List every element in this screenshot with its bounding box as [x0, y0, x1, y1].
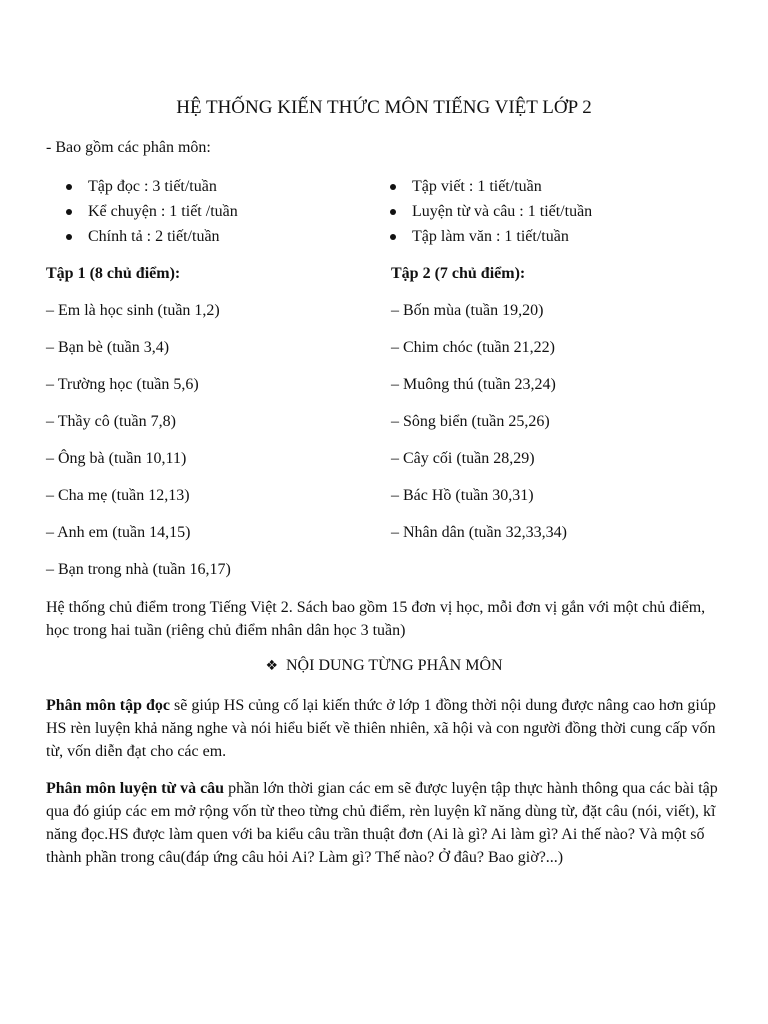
subject-item: Tập viết : 1 tiết/tuần	[384, 174, 592, 199]
subjects-list-left	[60, 174, 238, 249]
subject-item: Kể chuyện : 1 tiết /tuần	[60, 199, 238, 224]
topic-item: – Bác Hồ (tuần 30,31)	[391, 487, 534, 504]
ltvc-text: phần lớn thời gian các em sẽ được luyện tập thực hành thông qua các bài tập qua đó giúp các em mở rộng vốn từ theo từng chủ điểm, rèn luyện kĩ năng dùng từ, đặt câu (nói, viết), kĩ năng đọc.HS được làm quen với ba kiểu câu trần thuật đơn (Ai là gì? Ai làm gì? Ai thế nào? Và một số thành phần trong câu(đáp ứng câu hỏi Ai? Làm gì? Thế nào? Ở đâu? Bao giờ?...)	[46, 780, 718, 866]
tap1-column	[46, 264, 231, 597]
tap1-heading-paren: (8 chủ điểm):	[89, 265, 181, 282]
subject-item: Chính tả : 2 tiết/tuần	[60, 224, 238, 249]
topic-item: – Anh em (tuần 14,15)	[46, 524, 191, 541]
section-heading	[0, 656, 768, 676]
topic-item: – Em là học sinh (tuần 1,2)	[46, 302, 220, 319]
tapdoc-lead: Phân môn tập đọc	[46, 697, 171, 714]
topic-item: – Chim chóc (tuần 21,22)	[391, 339, 555, 356]
intro-line: - Bao gồm các phân môn:	[46, 139, 211, 156]
diamond-bullet-icon: ❖	[265, 658, 278, 674]
topic-item: – Bạn trong nhà (tuần 16,17)	[46, 561, 231, 578]
topic-item: – Muông thú (tuần 23,24)	[391, 376, 556, 393]
tap2-column	[391, 264, 567, 560]
subject-item: Tập làm văn : 1 tiết/tuần	[384, 224, 592, 249]
subjects-list-right	[384, 174, 592, 249]
tap1-topic-list	[46, 301, 231, 597]
tapdoc-paragraph	[46, 694, 726, 763]
topic-item: – Nhân dân (tuần 32,33,34)	[391, 524, 567, 541]
topic-item: – Thầy cô (tuần 7,8)	[46, 413, 176, 430]
topic-item: – Bốn mùa (tuần 19,20)	[391, 302, 544, 319]
topic-item: – Ông bà (tuần 10,11)	[46, 450, 187, 467]
summary-paragraph: Hệ thống chủ điểm trong Tiếng Việt 2. Sách bao gồm 15 đơn vị học, mỗi đơn vị gắn với một chủ điểm, học trong hai tuần (riêng chủ điểm nhân dân học 3 tuần)	[46, 599, 706, 639]
subject-item: Luyện từ và câu : 1 tiết/tuần	[384, 199, 592, 224]
tapdoc-text: sẽ giúp HS củng cố lại kiến thức ở lớp 1 đồng thời nội dung được nâng cao hơn giúp HS rèn luyện khả năng nghe và nói hiểu biết về thiên nhiên, xã hội và con người đồng thời cung cấp vốn từ, vốn diễn đạt cho các em.	[46, 697, 716, 760]
tap2-heading-label: Tập 2	[391, 265, 431, 282]
tap1-heading-label: Tập 1	[46, 265, 86, 282]
tap2-heading	[391, 264, 567, 301]
ltvc-paragraph	[46, 777, 726, 869]
topic-item: – Sông biển (tuần 25,26)	[391, 413, 550, 430]
document-title: HỆ THỐNG KIẾN THỨC MÔN TIẾNG VIỆT LỚP 2	[176, 97, 592, 118]
topic-item: – Bạn bè (tuần 3,4)	[46, 339, 170, 356]
subject-item: Tập đọc : 3 tiết/tuần	[60, 174, 238, 199]
topic-item: – Cây cối (tuần 28,29)	[391, 450, 535, 467]
tap2-heading-paren: (7 chủ điểm):	[434, 265, 526, 282]
topic-item: – Trường học (tuần 5,6)	[46, 376, 199, 393]
tap1-heading	[46, 264, 231, 301]
ltvc-lead: Phân môn luyện từ và câu	[46, 780, 225, 797]
tap2-topic-list	[391, 301, 567, 560]
topic-item: – Cha mẹ (tuần 12,13)	[46, 487, 190, 504]
section-heading-text: NỘI DUNG TỪNG PHÂN MÔN	[286, 657, 503, 674]
